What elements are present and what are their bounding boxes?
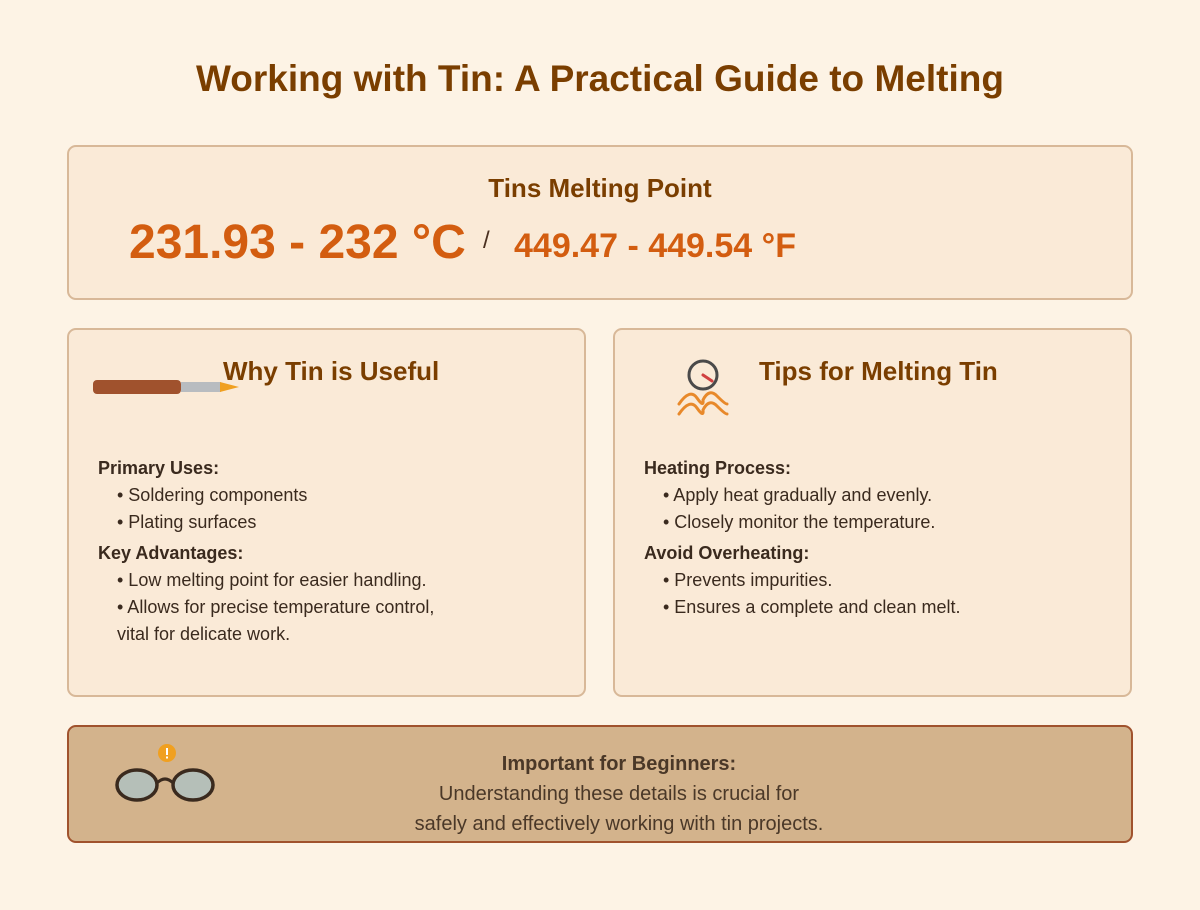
primary-uses-section: [98, 455, 558, 536]
melting-point-celsius: 231.93 - 232 °C: [129, 216, 466, 269]
list-item: • Prevents impurities.: [663, 570, 833, 590]
beginner-note-line-1: Understanding these details is crucial for: [438, 783, 800, 805]
beginner-note-heading: Important for Beginners:: [501, 753, 737, 775]
melting-point-panel: [67, 145, 1133, 300]
beginner-note-text: [69, 749, 1169, 839]
section-heading: Key Advantages:: [98, 543, 244, 563]
why-tin-useful-card: [67, 328, 586, 697]
list-item: • Ensures a complete and clean melt.: [663, 597, 961, 617]
beginner-note-line-2: safely and effectively working with tin projects.: [414, 813, 824, 835]
list-item: • Allows for precise temperature control,: [117, 597, 435, 617]
key-advantages-section: [98, 540, 558, 648]
page-title: Working with Tin: A Practical Guide to Melting: [196, 58, 1004, 99]
list-item: • Closely monitor the temperature.: [663, 512, 936, 532]
soldering-iron-icon: [92, 378, 242, 403]
why-tin-useful-heading: Why Tin is Useful: [223, 356, 440, 386]
thermometer-heat-icon: [675, 358, 731, 423]
heating-process-section: [644, 455, 1104, 536]
list-item: • Soldering components: [117, 485, 308, 505]
section-heading: Avoid Overheating:: [644, 543, 810, 563]
list-item: • Plating surfaces: [117, 512, 257, 532]
unit-separator: /: [483, 227, 490, 254]
list-item-continuation: vital for delicate work.: [117, 624, 291, 644]
tips-card: [613, 328, 1132, 697]
section-heading: Heating Process:: [644, 458, 792, 478]
tips-heading: Tips for Melting Tin: [759, 356, 998, 386]
section-heading: Primary Uses:: [98, 458, 220, 478]
list-item: • Apply heat gradually and evenly.: [663, 485, 933, 505]
avoid-overheating-section: [644, 540, 1104, 621]
tips-body: [644, 455, 1104, 621]
melting-point-fahrenheit: 449.47 - 449.54 °F: [514, 227, 797, 265]
beginner-note-panel: [67, 725, 1133, 843]
list-item: • Low melting point for easier handling.: [117, 570, 427, 590]
why-tin-useful-body: [98, 455, 558, 648]
melting-point-heading: Tins Melting Point: [488, 173, 712, 203]
